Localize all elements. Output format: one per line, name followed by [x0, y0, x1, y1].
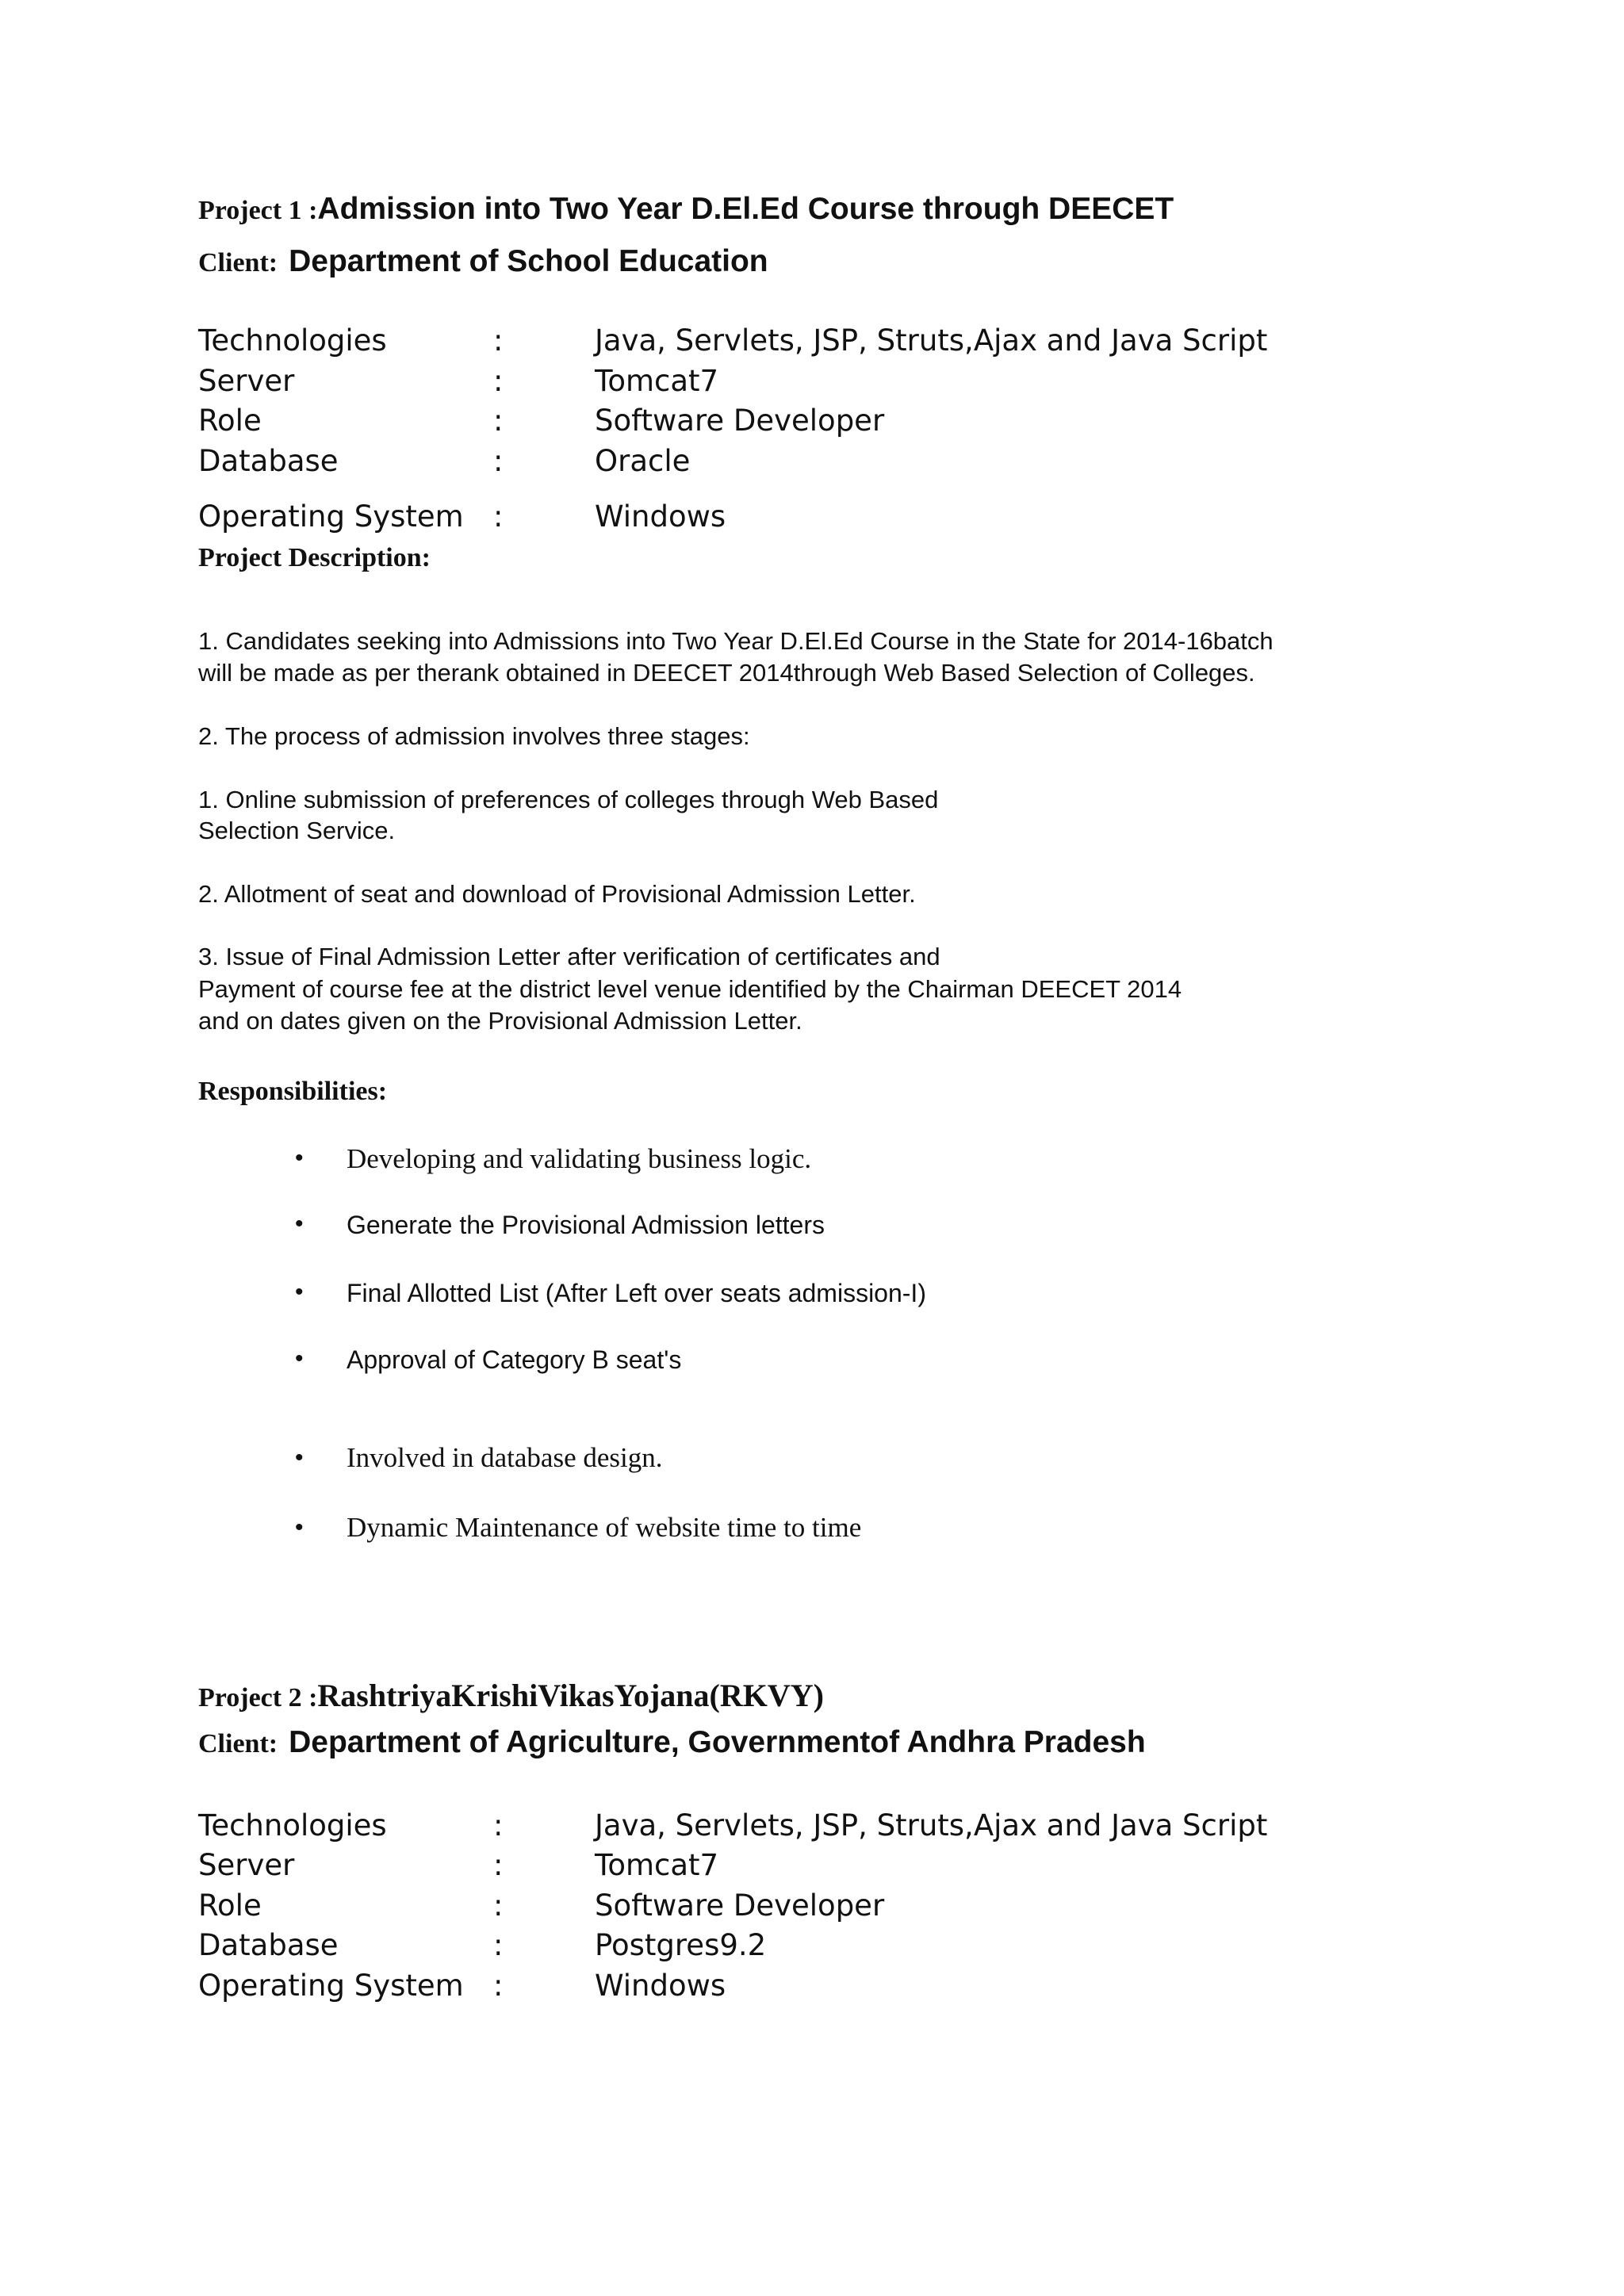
project-1-prefix: Project 1 :	[198, 196, 318, 225]
detail-label: Operating System	[198, 1969, 464, 2003]
detail-value: Software Developer	[595, 404, 885, 438]
responsibilities-heading: Responsibilities:	[198, 1077, 388, 1106]
detail-colon: :	[493, 1969, 504, 2003]
bullet-icon: •	[295, 1211, 304, 1237]
description-line: 2. Allotment of seat and download of Provisional Admission Letter.	[198, 880, 916, 908]
bullet-icon: •	[295, 1345, 304, 1372]
responsibility-item: Approval of Category B seat's	[347, 1345, 682, 1374]
detail-value: Java, Servlets, JSP, Struts,Ajax and Java Script	[595, 323, 1268, 358]
detail-label: Operating System	[198, 499, 464, 534]
responsibility-item	[347, 1211, 825, 1240]
detail-value: Postgres9.2	[595, 1928, 767, 1962]
detail-value: Windows	[595, 1969, 726, 2003]
detail-label: Server	[198, 1848, 295, 1882]
detail-value: Tomcat7	[595, 364, 719, 398]
description-line: will be made as per therank obtained in DEECET 2014through Web Based Selection of Colleges.	[198, 659, 1255, 687]
detail-colon: :	[493, 404, 504, 438]
detail-value: Software Developer	[595, 1888, 885, 1923]
bullet-icon: •	[295, 1514, 304, 1540]
project-2-client-name: Department of Agriculture, Governmentof Andhra Pradesh	[289, 1725, 1146, 1759]
project-2-prefix: Project 2 :	[198, 1683, 318, 1712]
project-description-heading: Project Description:	[198, 543, 431, 572]
bullet-icon: •	[295, 1145, 304, 1171]
project-2-name: RashtriyaKrishiVikasYojana(RKVY)	[317, 1678, 824, 1713]
description-line: 3. Issue of Final Admission Letter after verification of certificates and	[198, 943, 940, 970]
description-line: 2. The process of admission involves three stages:	[198, 722, 750, 750]
project-1-client	[198, 244, 768, 279]
project-2-client-label: Client:	[198, 1729, 278, 1758]
detail-label: Role	[198, 404, 262, 438]
detail-colon: :	[493, 1888, 504, 1923]
detail-colon: :	[493, 1928, 504, 1962]
detail-colon: :	[493, 323, 504, 358]
project-1-client-label: Client:	[198, 248, 278, 277]
detail-label: Technologies	[198, 1808, 387, 1843]
detail-value: Java, Servlets, JSP, Struts,Ajax and Java Script	[595, 1808, 1268, 1843]
detail-colon: :	[493, 1808, 504, 1843]
detail-colon: :	[493, 364, 504, 398]
detail-value: Tomcat7	[595, 1848, 719, 1882]
description-line: 1. Online submission of preferences of colleges through Web Based	[198, 786, 939, 813]
detail-value: Windows	[595, 499, 726, 534]
project-2-client	[198, 1725, 1146, 1760]
project-1-client-name: Department of School Education	[289, 244, 768, 278]
project-1-name: Admission into Two Year D.El.Ed Course through DEECET	[317, 192, 1174, 226]
detail-label: Server	[198, 364, 295, 398]
detail-colon: :	[493, 444, 504, 478]
description-line: Selection Service.	[198, 817, 396, 844]
responsibility-item-text: Generate the Provisional Admission letters	[347, 1211, 825, 1239]
detail-label: Technologies	[198, 323, 387, 358]
responsibility-item: Final Allotted List (After Left over seats admission-I)	[347, 1279, 926, 1307]
project-1-title	[198, 192, 1174, 227]
description-line: Payment of course fee at the district level venue identified by the Chairman DEECET 2014	[198, 975, 1182, 1003]
detail-label: Database	[198, 444, 339, 478]
project-2-title	[198, 1677, 824, 1714]
description-line: 1. Candidates seeking into Admissions into Two Year D.El.Ed Course in the State for 2014-16batch	[198, 627, 1274, 655]
detail-label: Database	[198, 1928, 339, 1962]
responsibility-item: Developing and validating business logic.	[347, 1143, 812, 1174]
bullet-icon: •	[295, 1279, 304, 1305]
bullet-icon: •	[295, 1445, 304, 1471]
responsibility-item: Involved in database design.	[347, 1442, 663, 1473]
responsibility-item: Dynamic Maintenance of website time to time	[347, 1512, 862, 1543]
detail-label: Role	[198, 1888, 262, 1923]
description-line: and on dates given on the Provisional Admission Letter.	[198, 1007, 802, 1035]
detail-colon: :	[493, 1848, 504, 1882]
detail-colon: :	[493, 499, 504, 534]
detail-value: Oracle	[595, 444, 691, 478]
